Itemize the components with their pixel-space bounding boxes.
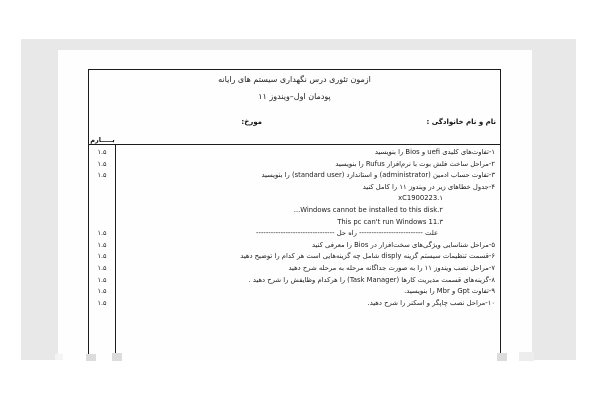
- mark-cell: [89, 193, 115, 205]
- table-header: [89, 75, 500, 145]
- scan-smudge: [55, 354, 63, 360]
- mark-cell: ۱.۵: [97, 287, 107, 296]
- mark-cell: [89, 205, 115, 217]
- question-line: ۷-مراحل نصب ویندوز ۱۱ را به صورت جداگانه مرحله به مرحله شرح دهید: [288, 263, 495, 272]
- question-line: ۱۰-مراحل نصب چاپگر و اسکنر را شرح دهید.: [367, 298, 495, 307]
- mark-cell: ۱.۵: [97, 298, 107, 307]
- mark-cell: ۱.۵: [97, 240, 107, 249]
- scan-smudge: [86, 354, 96, 361]
- student-name-label: نام و نام خانوادگی :: [426, 118, 496, 126]
- question-line: ۸-گزینه‌های قسمت مدیریت کارها (Task Manager) را هرکدام وظایفش را شرح دهید .: [248, 275, 495, 284]
- exam-title-line1: ازمون تئوری درس نگهداری سیستم های رایانه: [218, 75, 371, 84]
- date-label: مورخ:: [241, 118, 262, 126]
- mark-cell: ۱.۵: [97, 275, 107, 284]
- question-line: ۱-تفاوت‌های کلیدی uefi و Bios را بنویسید: [374, 148, 495, 156]
- marks-column-header: بـــــارم: [90, 136, 115, 144]
- exam-table: [88, 69, 501, 355]
- exam-title-line2: پودمان اول–ویندوز ۱۱: [258, 92, 331, 101]
- question-line: ۲-مراحل ساخت فلش بوت با نرم‌افزار Rufus را بنویسید: [335, 159, 495, 168]
- mark-cell: ۱.۵: [97, 148, 107, 156]
- mark-cell: ۱.۵: [97, 252, 107, 261]
- question-line: ۵-مراحل شناسایی ویژگی‌های سخت‌افزار در Bios را معرفی کنید: [311, 240, 495, 249]
- question-line: ۴-جدول خطاهای زیر در ویندوز ۱۱ را کامل کنید: [362, 182, 495, 191]
- mark-cell: ۱.۵: [97, 171, 107, 180]
- table-body: [89, 145, 500, 360]
- scan-smudge: [519, 352, 534, 361]
- scan-smudge: [497, 353, 507, 361]
- question-line: ۹-تفاوت Gpt و Mbr را بنویسید.: [404, 287, 495, 296]
- mark-cell: [89, 182, 115, 194]
- exam-page: [58, 50, 532, 360]
- scan-smudge: [112, 353, 122, 361]
- mark-cell: ۱.۵: [97, 159, 107, 168]
- mark-cell: ۱.۵: [97, 229, 107, 238]
- marks-column: [89, 145, 116, 360]
- question-line: ۱.xC1900223: [398, 194, 443, 203]
- question-line: ۶-قسمت تنظیمات سیستم گزینه disply شامل چه گزینه‌هایی است هر کدام را توضیح دهید: [240, 252, 495, 261]
- mark-cell: [89, 217, 115, 229]
- question-line: ۳-تفاوت حساب ادمین (administrator) و استاندارد (standard user) را بنویسید: [261, 171, 495, 180]
- mark-cell: ۱.۵: [97, 263, 107, 272]
- question-line: ۲.Windows cannot be installed to this disk...: [293, 205, 443, 214]
- question-line: ۳.This pc can't run Windows 11: [337, 217, 443, 226]
- questions-column: [116, 145, 500, 360]
- question-line: علت -------------------------- راه حل --------------------------------: [256, 229, 438, 238]
